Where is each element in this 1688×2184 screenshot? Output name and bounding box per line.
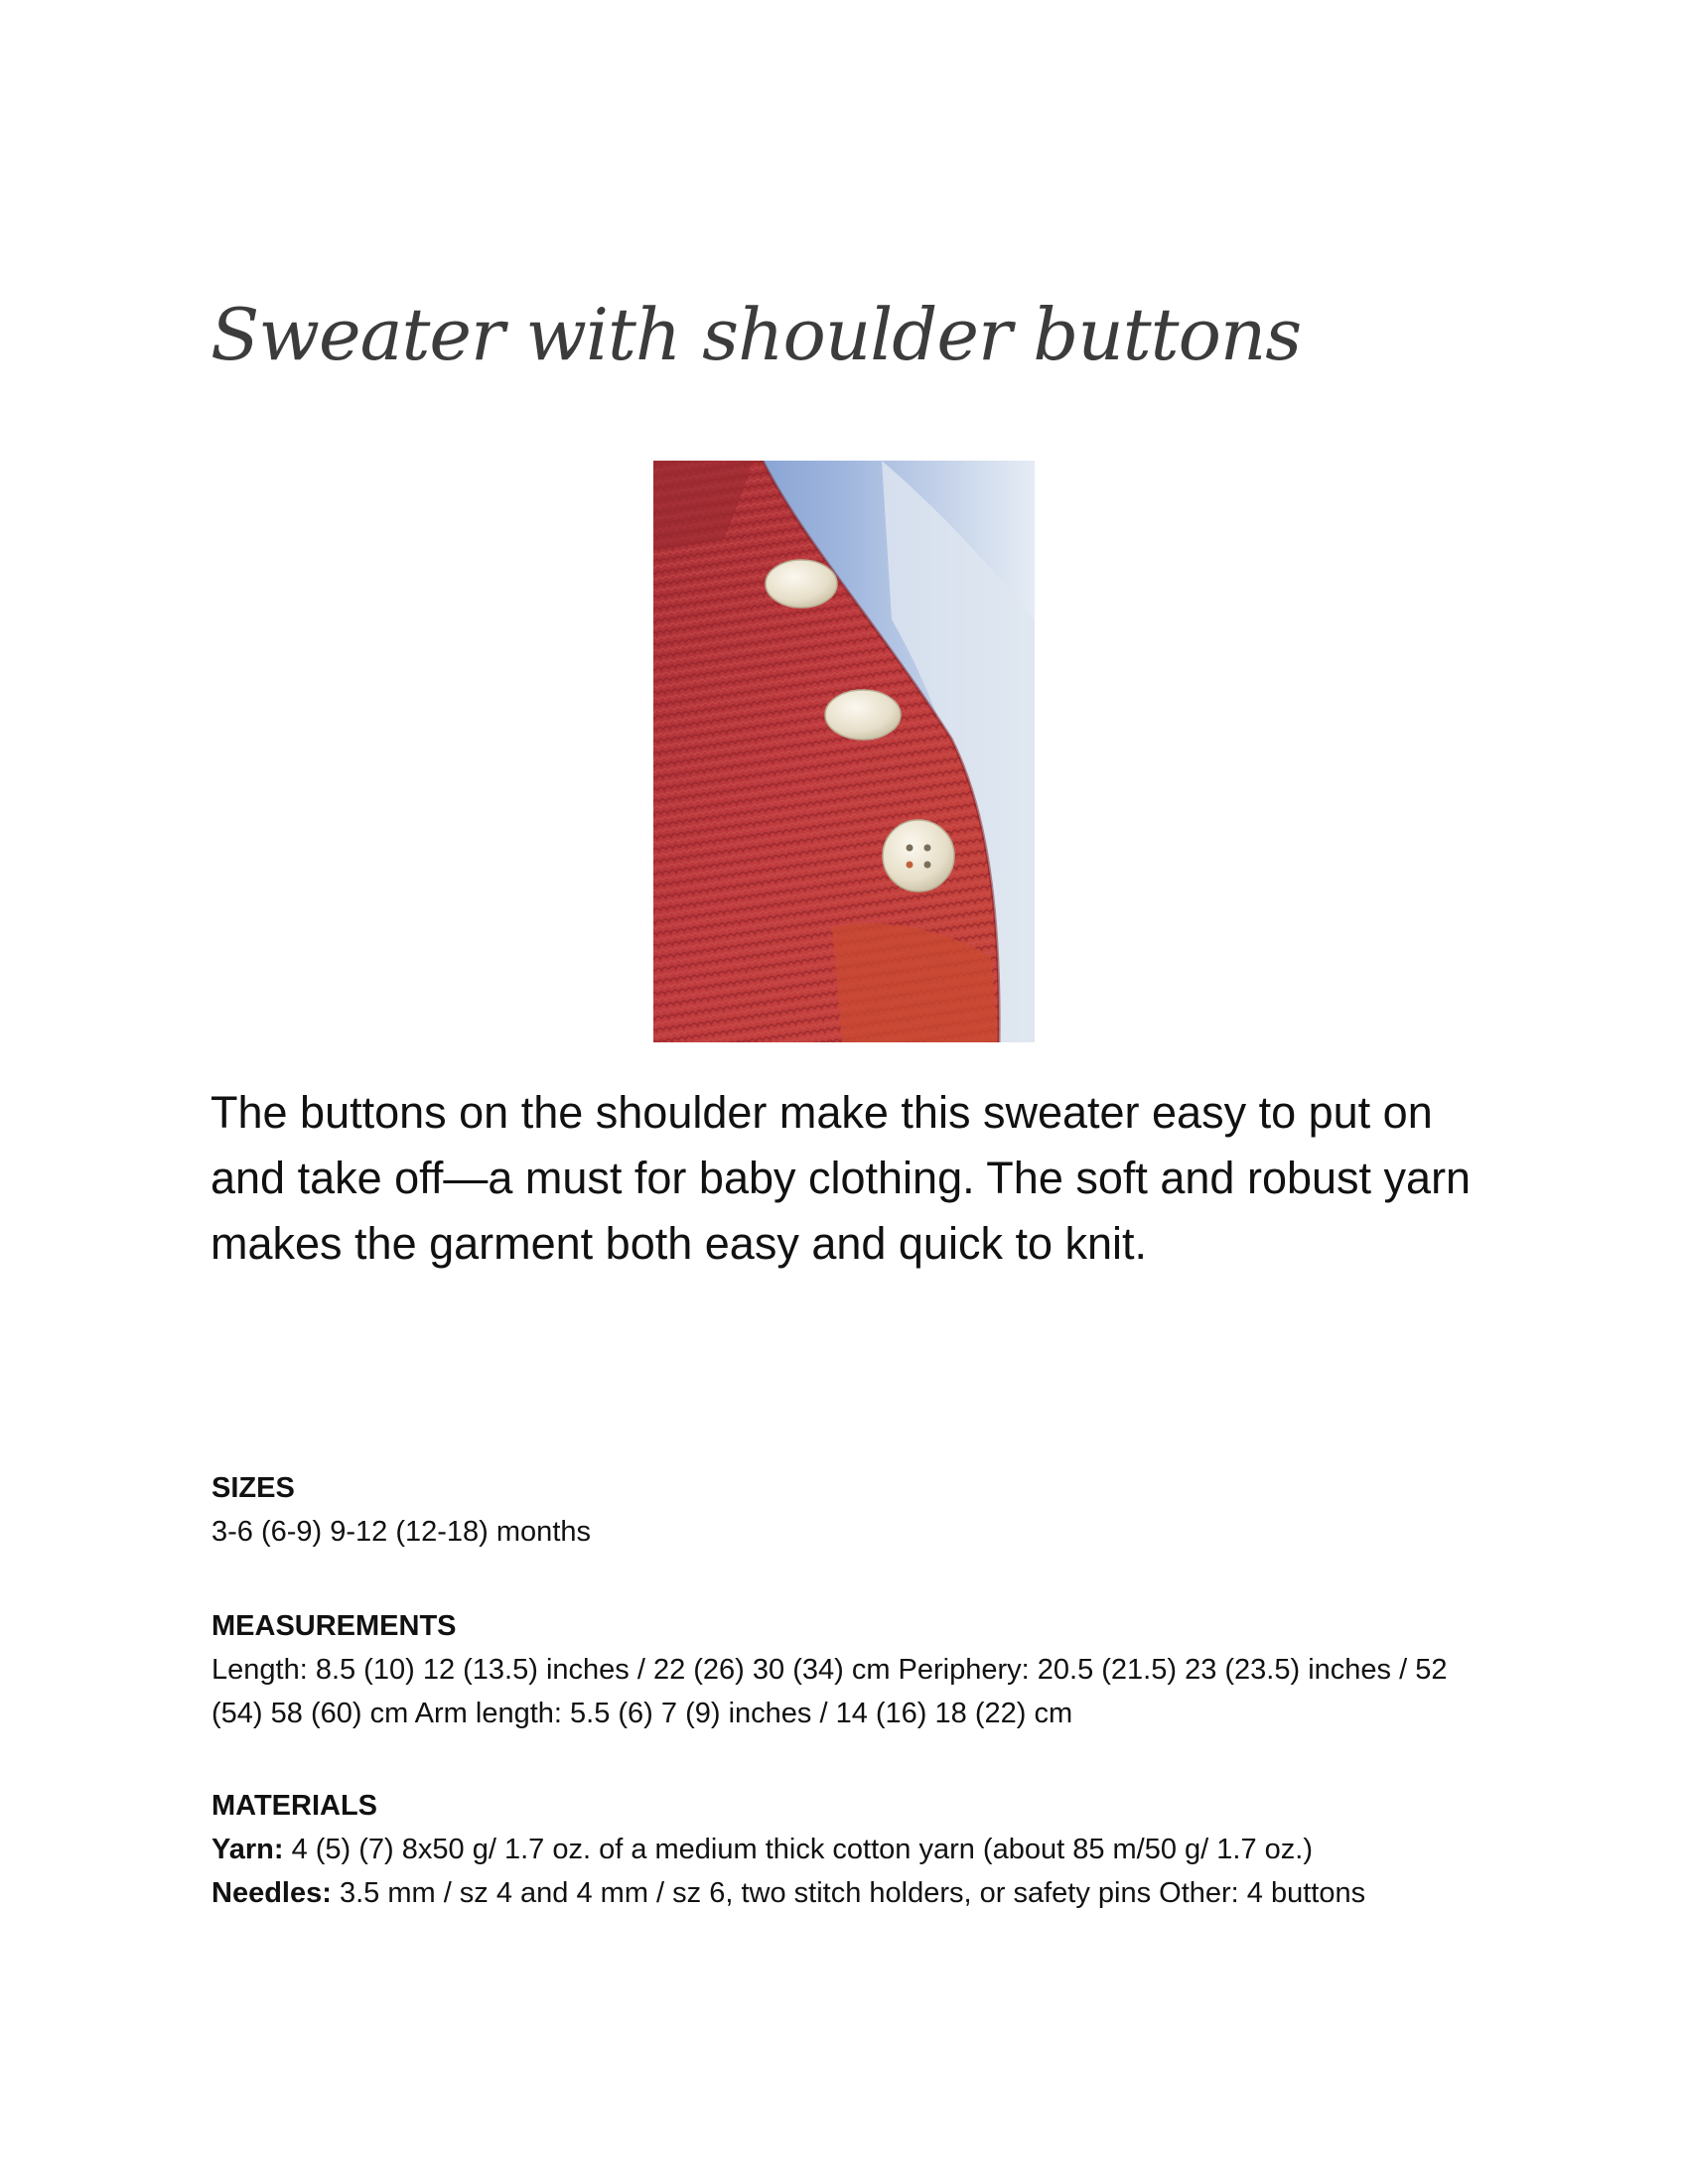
yarn-text: 4 (5) (7) 8x50 g/ 1.7 oz. of a medium thick cotton yarn (about 85 m/50 g/ 1.7 oz.) bbox=[283, 1834, 1313, 1865]
needles-text: 3.5 mm / sz 4 and 4 mm / sz 6, two stitch holders, or safety pins Other: 4 buttons bbox=[331, 1877, 1366, 1909]
intro-paragraph: The buttons on the shoulder make this sweater easy to put on and take off—a must for baby clothing. The soft and robust yarn makes the garment both easy and quick to knit. bbox=[211, 1087, 1472, 1269]
page-title: Sweater with shoulder buttons bbox=[211, 293, 1302, 376]
button-middle bbox=[825, 690, 901, 740]
sizes-heading: SIZES bbox=[211, 1472, 295, 1504]
yarn-label: Yarn: bbox=[211, 1834, 284, 1865]
materials-heading: MATERIALS bbox=[211, 1790, 378, 1822]
button-bottom bbox=[883, 820, 954, 891]
sweater-photo bbox=[653, 461, 1035, 1042]
measurements-heading: MEASUREMENTS bbox=[211, 1610, 457, 1642]
materials-needles bbox=[211, 1871, 1502, 1915]
sizes-section bbox=[211, 1466, 1502, 1554]
materials-section bbox=[211, 1784, 1502, 1915]
sizes-text: 3-6 (6-9) 9-12 (12-18) months bbox=[211, 1516, 591, 1548]
materials-yarn bbox=[211, 1828, 1502, 1871]
measurements-text: Length: 8.5 (10) 12 (13.5) inches / 22 (26) 30 (34) cm Periphery: 20.5 (21.5) 23 (23.5) inches / 52 (54) 58 (60) cm Arm length: 5.5 (6) 7 (9) inches / 14 (16) 18 (22) cm bbox=[211, 1654, 1448, 1729]
button-top bbox=[766, 560, 837, 608]
needles-label: Needles: bbox=[211, 1877, 332, 1909]
measurements-section bbox=[211, 1604, 1502, 1735]
